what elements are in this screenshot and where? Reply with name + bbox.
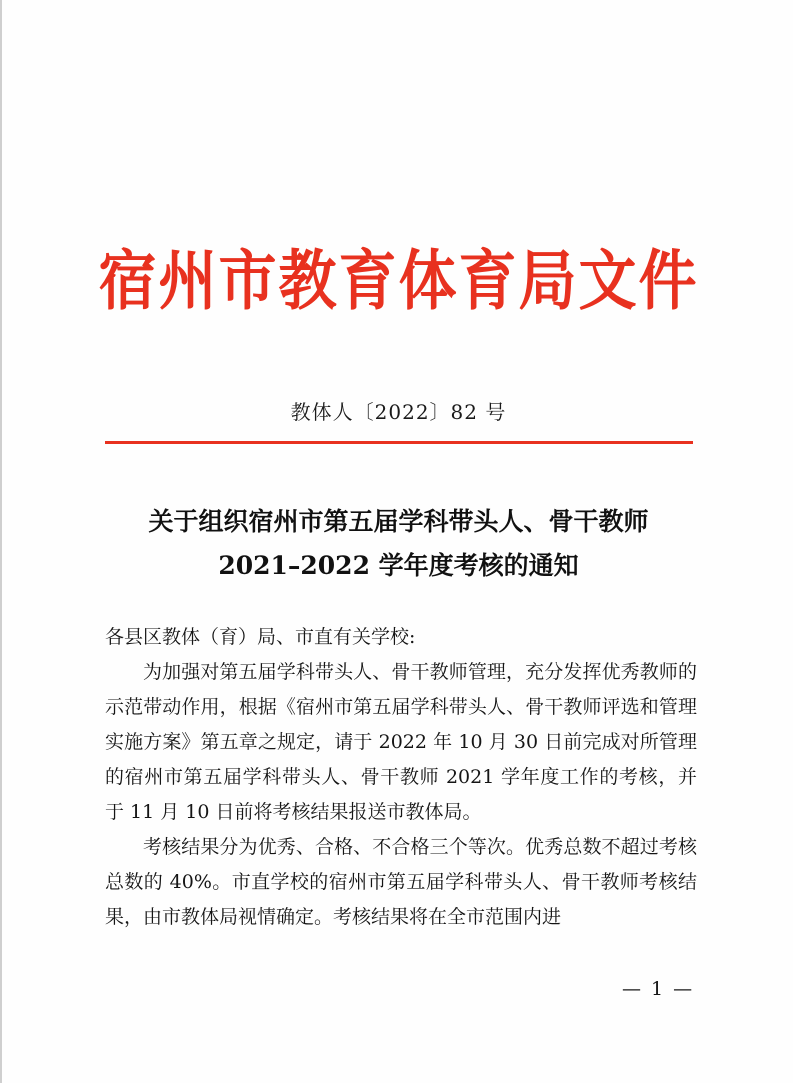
document-number: 教体人〔2022〕82 号 <box>290 400 507 424</box>
red-divider-line <box>105 441 693 444</box>
page-number: — 1 — <box>622 978 695 1000</box>
paragraph-2: 考核结果分为优秀、合格、不合格三个等次。优秀总数不超过考核总数的 40%。市直学校的宿州市第五届学科带头人、骨干教师考核结果，由市教体局视情确定。考核结果将在全市范围内进 <box>105 836 697 928</box>
document-title-line-2: 2021–2022 学年度考核的通知 <box>218 551 579 580</box>
issuer-header: 宿州市教育体育局文件 <box>98 242 699 319</box>
document-title-line-1: 关于组织宿州市第五届学科带头人、骨干教师 <box>148 507 649 536</box>
document-title <box>2 500 793 588</box>
salutation: 各县区教体（育）局、市直有关学校: <box>105 626 416 648</box>
paragraph-1: 为加强对第五届学科带头人、骨干教师管理，充分发挥优秀教师的示范带动作用，根据《宿州市第五届学科带头人、骨干教师评选和管理实施方案》第五章之规定，请于 2022 年 10 月 30 日前完成对所管理的宿州市第五届学科带头人、骨干教师 2021 学年度工作的考核，并于 11 月 10 日前将考核结果报送市教体局。 <box>105 661 697 823</box>
document-body <box>105 620 697 935</box>
